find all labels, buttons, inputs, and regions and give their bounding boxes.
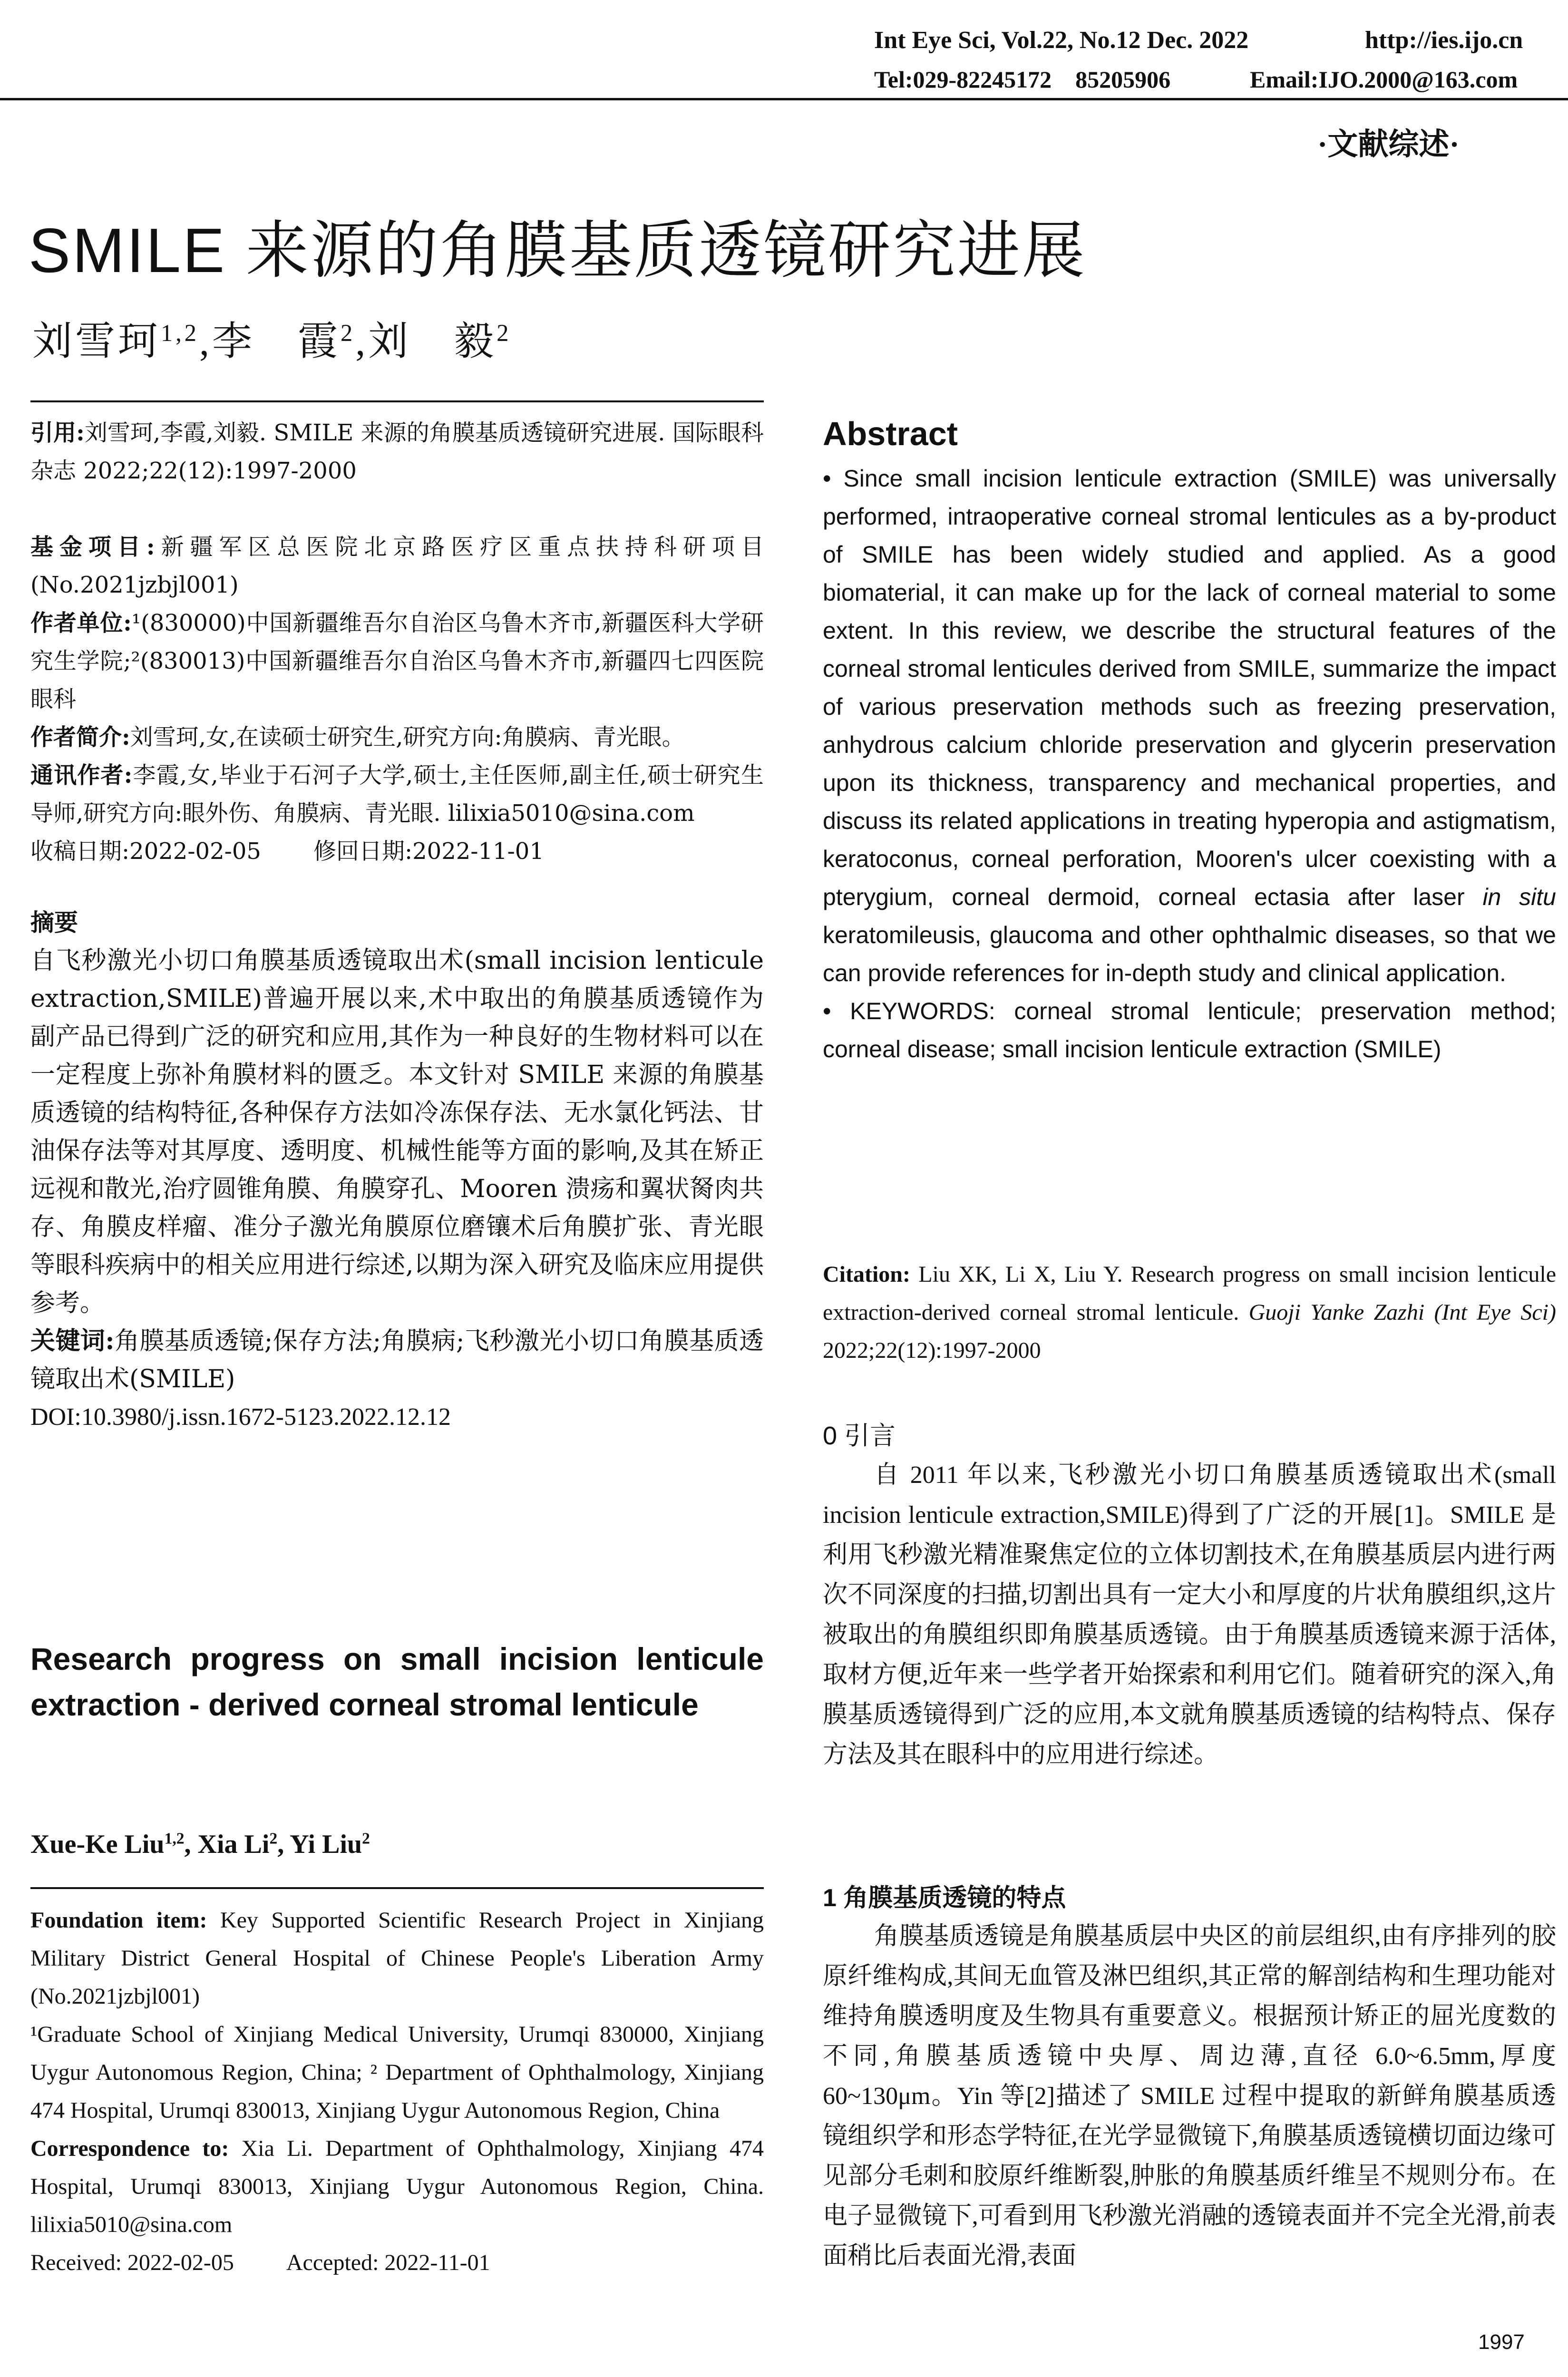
left-en-rule <box>30 1887 764 1889</box>
keywords-en: • KEYWORDS: corneal stromal lenticule; preservation method; corneal disease; small incision lenticule extraction (SMILE) <box>823 998 1556 1062</box>
doi: DOI:10.3980/j.issn.1672-5123.2022.12.12 <box>30 1403 451 1431</box>
affiliation-en: ¹Graduate School of Xinjiang Medical University, Urumqi 830000, Xinjiang Uygur Autonomous Region, China; ² Department of Ophthalmology, Xinjiang 474 Hospital, Urumqi 830013, Xinjiang Uygur Autonomous Region, China <box>30 2022 764 2123</box>
section-label: ·文献综述· <box>1317 127 1460 161</box>
section-0-heading: 0 引言 <box>823 1422 896 1450</box>
section-1-text: 角膜基质透镜是角膜基质层中央区的前层组织,由有序排列的胶原纤维构成,其间无血管及淋巴组织,其正常的解剖结构和生理功能对维持角膜透明度及生物具有重要意义。根据预计矫正的屈光度数的不同,角膜基质透镜中央厚、周边薄,直径 6.0~6.5mm,厚度 60~130μm。Yin 等[2]描述了 SMILE 过程中提取的新鲜角膜基质透镜组织学和形态学特征,在光学显微镜下,角膜基质透镜横切面边缘可见部分毛刺和胶原纤维断裂,肿胀的角膜基质纤维呈不规则分布。在电子显微镜下,可看到用飞秒激光消融的透镜表面并不完全光滑,前表面稍比后表面光滑,表面 <box>823 1923 1556 2270</box>
dates-cn: 收稿日期:2022-02-05 修回日期:2022-11-01 <box>30 838 544 865</box>
section-1-heading: 1 角膜基质透镜的特点 <box>823 1884 1066 1912</box>
section-0-text: 自 2011 年以来,飞秒激光小切口角膜基质透镜取出术(small incision lenticule extraction,SMILE)得到了广泛的开展[1]。SMILE 是利用飞秒激光精准聚焦定位的立体切割技术,在角膜基质层内进行两次不同深度的扫描,切割出具有一定大小和厚度的片状角膜组织,这片被取出的角膜组织即角膜基质透镜。由于角膜基质透镜来源于活体,取材方便,近年来一些学者开始探索和利用它们。随着研究的深入,角膜基质透镜得到广泛的应用,本文就角膜基质透镜的结构特点、保存方法及其在眼科中的应用进行综述。 <box>823 1461 1556 1768</box>
left-column <box>30 414 764 1436</box>
dates-en: Received: 2022-02-05 Accepted: 2022-11-01 <box>30 2250 490 2275</box>
header-rule <box>0 98 1568 100</box>
left-top-rule <box>30 400 764 402</box>
authors-en: Xue-Ke Liu$^{1,2}$, Xia Li$^2$, Yi Liu$^2$ <box>30 1830 370 1859</box>
fund-cn: 基金项目:新疆军区总医院北京路医疗区重点扶持科研项目(No.2021jzbjl001) <box>30 534 764 598</box>
abstract-cn: 自飞秒激光小切口角膜基质透镜取出术(small incision lenticule extraction,SMILE)普遍开展以来,术中取出的角膜基质透镜作为副产品已得到广泛的研究和应用,其作为一种良好的生物材料可以在一定程度上弥补角膜材料的匮乏。本文针对 SMILE 来源的角膜基质透镜的结构特征,各种保存方法如冷冻保存法、无水氯化钙法、甘油保存法等对其厚度、透明度、机械性能等方面的影响,及其在矫正远视和散光,治疗圆锥角膜、角膜穿孔、Mooren 溃疡和翼状胬肉共存、角膜皮样瘤、准分子激光角膜原位磨镶术后角膜扩张、青光眼等眼科疾病中的相关应用进行综述,以期为深入研究及临床应用提供参考。 <box>30 946 764 1317</box>
keywords-cn: 关键词:角膜基质透镜;保存方法;角膜病;飞秒激光小切口角膜基质透镜取出术(SMILE) <box>30 1326 764 1393</box>
citation-cn: 引用:刘雪珂,李霞,刘毅. SMILE 来源的角膜基质透镜研究进展. 国际眼科杂志 2022;22(12):1997-2000 <box>30 419 764 484</box>
corr-cn: 通讯作者:李霞,女,毕业于石河子大学,硕士,主任医师,副主任,硕士研究生导师,研究方向:眼外伤、角膜病、青光眼. lilixia5010@sina.com <box>30 762 764 827</box>
foundation-en: Foundation item: Key Supported Scientific Research Project in Xinjiang Military District General Hospital of Chinese People's Liberation Army (No.2021jzbjl001) <box>30 1908 764 2009</box>
page-number: 1997 <box>1478 2330 1525 2354</box>
abstract-en: • Since small incision lenticule extraction (SMILE) was universally performed, intraoperative corneal stromal lenticules as a by-product of SMILE has been widely studied and applied. As a good biomaterial, it can make up for the lack of corneal material to some extent. In this review, we describe the structural features of the corneal stromal lenticules derived from SMILE, summarize the impact of various preservation methods such as freezing preservation, anhydrous calcium chloride preservation and glycerin preservation upon its thickness, transparency and mechanical properties, and discuss its related applications in treating hyperopia and astigmatism, keratoconus, corneal perforation, Mooren's ulcer coexisting with a pterygium, corneal dermoid, corneal ectasia after laser in situ keratomileusis, glaucoma and other ophthalmic diseases, so that we can provide references for in-depth study and clinical application. <box>823 465 1556 986</box>
abstract-en-block <box>823 459 1556 1068</box>
left-en-block <box>30 1901 764 2282</box>
bio-cn: 作者简介:刘雪珂,女,在读硕士研究生,研究方向:角膜病、青光眼。 <box>30 724 685 750</box>
citation-en: Citation: Liu XK, Li X, Liu Y. Research progress on small incision lenticule extraction-derived corneal stromal lenticule. Guoji Yanke Zazhi (Int Eye Sci) 2022;22(12):1997-2000 <box>823 1262 1557 1363</box>
page-title: SMILE 来源的角膜基质透镜研究进展 <box>29 215 1087 285</box>
unit-cn: 作者单位:¹(830000)中国新疆维吾尔自治区乌鲁木齐市,新疆医科大学研究生学院;²(830013)中国新疆维吾尔自治区乌鲁木齐市,新疆四七四医院眼科 <box>30 610 764 712</box>
abstract-heading-cn: 摘要 <box>30 909 78 936</box>
journal-email: Email:IJO.2000@163.com <box>1250 66 1518 93</box>
title-en: Research progress on small incision lenticule extraction - derived corneal stromal lenticule <box>30 1641 764 1722</box>
authors-cn: 刘雪珂$^{1,2}$,李 霞$^2$,刘 毅$^2$ <box>32 320 512 364</box>
abstract-heading-en: Abstract <box>823 415 958 452</box>
journal-tel: Tel:029-82245172 85205906 <box>874 66 1171 93</box>
journal-url: http://ies.ijo.cn <box>1365 27 1523 54</box>
journal-line: Int Eye Sci, Vol.22, No.12 Dec. 2022 <box>874 27 1249 54</box>
correspondence-en: Correspondence to: Xia Li. Department of Ophthalmology, Xinjiang 474 Hospital, Urumqi 830013, Xinjiang Uygur Autonomous Region, China. lilixia5010@sina.com <box>30 2136 764 2237</box>
